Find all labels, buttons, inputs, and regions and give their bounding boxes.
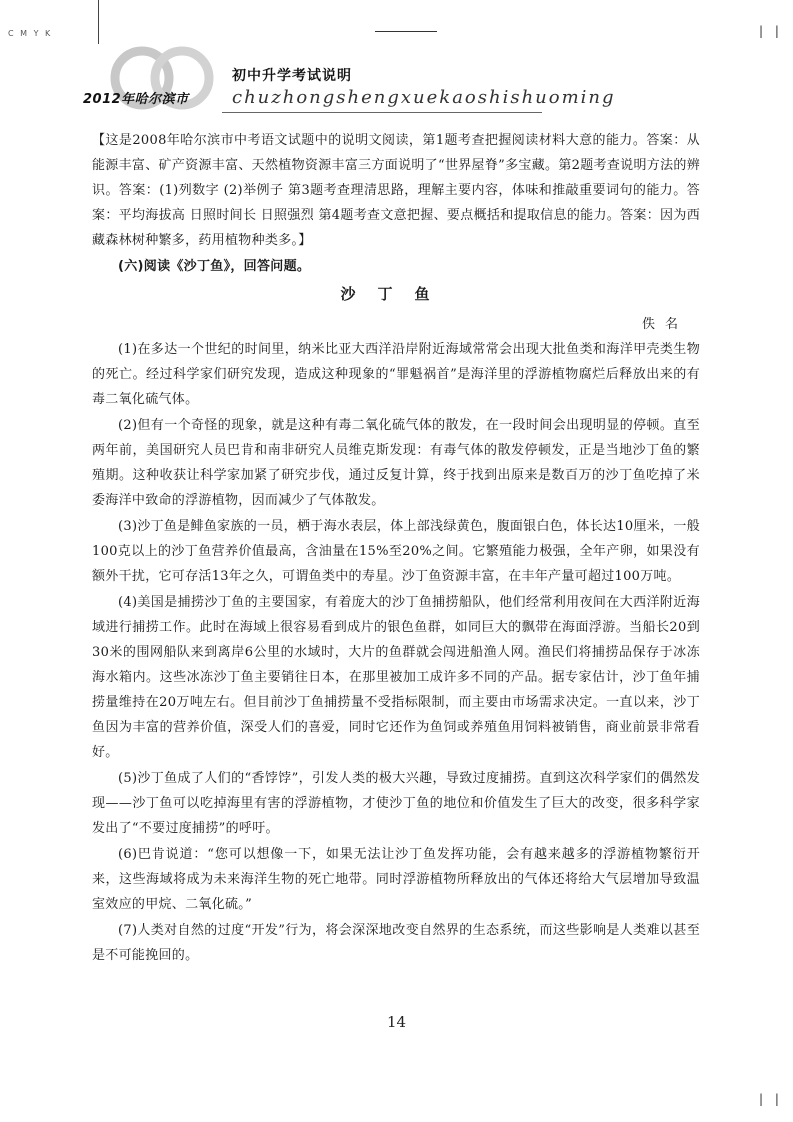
corner-mark-top-right: | | [759, 24, 783, 38]
article-paragraph-7: (7)人类对自然的过度“开发”行为，将会深深地改变自然界的生态系统，而这些影响是人类难以甚至是不可能挽回的。 [92, 923, 700, 963]
article-paragraph-5: (5)沙丁鱼成了人们的“香饽饽”，引发人类的极大兴趣，导致过度捕捞。直到这次科学家们的偶然发现——沙丁鱼可以吃掉海里有害的浮游植物，才使沙丁鱼的地位和价值发生了巨大的改变，很多科学家发出了“不要过度捕捞”的呼吁。 [92, 771, 700, 836]
page-number: 14 [386, 1013, 407, 1031]
header-year-city: 2012年哈尔滨市 [83, 92, 189, 107]
header-pinyin: chuzhongshengxuekaoshishuoming [232, 87, 616, 108]
article-paragraph-2: (2)但有一个奇怪的现象，就是这种有毒二氧化硫气体的散发，在一段时间会出现明显的停顿。直至两年前，美国研究人员巴肯和南非研究人员维克斯发现：有毒气体的散发停顿发，正是当地沙丁鱼的繁殖期。这种收获让科学家加紧了研究步伐，通过反复计算，终于找到出原来是数百万的沙丁鱼吃掉了米委海洋中致命的浮游植物，因而减少了气体散发。 [92, 418, 700, 508]
answer-note: 【这是2008年哈尔滨市中考语文试题中的说明文阅读，第1题考查把握阅读材料大意的能力。答案：从能源丰富、矿产资源丰富、天然植物资源丰富三方面说明了“世界屋脊”多宝藏。第2题考查说明方法的辨识。答案：(1)列数字 (2)举例子 第3题考查理清思路，理解主要内容，体味和推敲重要词句的能力。答案：平均海拔高 日照时间长 日照强烈 第4题考查文意把握、要点概括和提取信息的能力。答案：因为西藏森林树种繁多，药用植物种类多。】 [92, 133, 700, 248]
article-paragraph-3: (3)沙丁鱼是鲱鱼家族的一员，栖于海水表层，体上部浅绿黄色，腹面银白色，体长达10厘米，一般100克以上的沙丁鱼营养价值最高，含油量在15%至20%之间。它繁殖能力极强，全年产卵，如果没有额外干扰，它可存活13年之久，可谓鱼类中的寿星。沙丁鱼资源丰富，在丰年产量可超过100万吨。 [92, 519, 700, 584]
crop-mark-top [375, 31, 437, 32]
article-title: 沙丁鱼 [340, 285, 452, 303]
article-paragraph-6: (6)巴肯说道：“您可以想像一下，如果无法让沙丁鱼发挥功能，会有越来越多的浮游植物繁衍开来，这些海域将成为未来海洋生物的死亡地带。同时浮游植物所释放出的气体还将给大气层增加导致温室效应的甲烷、二氧化硫。” [92, 847, 700, 912]
article-paragraph-4: (4)美国是捕捞沙丁鱼的主要国家，有着庞大的沙丁鱼捕捞船队，他们经常利用夜间在大西洋附近海域进行捕捞工作。此时在海域上很容易看到成片的银色鱼群，如同巨大的飘带在海面浮游。当船长20到30米的围网船队来到离岸6公里的水域时，大片的鱼群就会闯进船渔人网。渔民们将捕捞品保存于冰冻海水箱内。这些冰冻沙丁鱼主要销往日本，在那里被加工成许多不同的产品。据专家估计，沙丁鱼年捕捞量维持在20万吨左右。但目前沙丁鱼捕捞量不受指标限制，而主要由市场需求决定。一直以来，沙丁鱼因为丰富的营养价值，深受人们的喜爱，同时它还作为鱼饲或养殖鱼用饲料被销售，商业前景非常看好。 [92, 595, 700, 760]
header-title: 初中升学考试说明 [232, 68, 352, 84]
article-author: 佚名 [641, 317, 688, 332]
article-paragraph-1: (1)在多达一个世纪的时间里，纳米比亚大西洋沿岸附近海域常常会出现大批鱼类和海洋甲壳类生物的死亡。经过科学家们研究发现，造成这种现象的“罪魁祸首”是海洋里的浮游植物腐烂后释放出来的有毒二氧化硫气体。 [92, 342, 700, 407]
print-color-mark: C M Y K [8, 29, 53, 38]
header-logo [104, 40, 222, 120]
corner-mark-bottom-right: | | [759, 1092, 783, 1106]
page-content [92, 128, 700, 969]
question-heading: (六)阅读《沙丁鱼》，回答问题。 [118, 259, 311, 274]
header-rule [222, 112, 542, 113]
crop-mark-left [98, 0, 99, 44]
